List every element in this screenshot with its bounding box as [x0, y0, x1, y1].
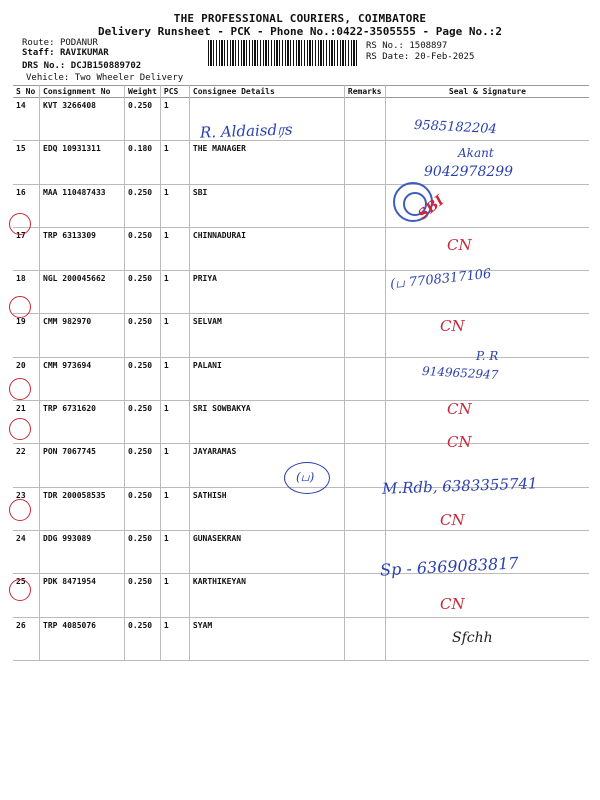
col-pcs: PCS: [160, 86, 189, 98]
row-remarks: [344, 98, 385, 141]
row-remarks: [344, 487, 385, 530]
table-row: [13, 184, 589, 227]
table-row: [13, 227, 589, 270]
row-sno: 26: [13, 617, 40, 660]
row-consignment: TRP 6313309: [40, 227, 125, 270]
document-subtitle: Delivery Runsheet - PCK - Phone No.:0422-3505555 - Page No.:2: [98, 25, 502, 38]
row-sno: 18: [13, 271, 40, 314]
handwritten-initials: P. R: [476, 349, 499, 363]
handwritten-mark: (ப): [296, 470, 315, 484]
col-sno: S No: [13, 86, 40, 98]
table-row: [13, 357, 589, 400]
table-row: [13, 617, 589, 660]
rs-date-line: RS Date: 20-Feb-2025: [366, 52, 475, 62]
handwritten-staff-signature: Sfchh: [452, 630, 493, 646]
row-signature: [385, 401, 589, 444]
row-consignment: TRP 4085076: [40, 617, 125, 660]
row-sno: 25: [13, 574, 40, 617]
row-weight: 0.250: [125, 574, 161, 617]
row-consignee: SBI: [189, 184, 344, 227]
row-remarks: [344, 444, 385, 487]
table-row: [13, 487, 589, 530]
handwritten-name: R. Aldaisdரs: [199, 120, 293, 142]
rs-date-value: 20-Feb-2025: [414, 52, 475, 62]
red-circle-mark: [9, 579, 31, 601]
row-sno: 24: [13, 530, 40, 573]
red-circle-mark: [9, 296, 31, 318]
row-consignment: MAA 110487433: [40, 184, 125, 227]
row-remarks: [344, 314, 385, 357]
row-consignee: SYAM: [189, 617, 344, 660]
col-weight: Weight: [125, 86, 161, 98]
row-weight: 0.250: [125, 184, 161, 227]
row-weight: 0.250: [125, 98, 161, 141]
row-consignment: CMM 973694: [40, 357, 125, 400]
row-sno: 21: [13, 401, 40, 444]
row-pcs: 1: [160, 184, 189, 227]
rs-no-line: RS No.: 1508897: [366, 41, 448, 51]
row-pcs: 1: [160, 98, 189, 141]
row-sno: 20: [13, 357, 40, 400]
row-sno: 22: [13, 444, 40, 487]
route-line: Route: PODANUR: [22, 38, 98, 48]
row-weight: 0.250: [125, 357, 161, 400]
handwritten-cn: CN: [447, 400, 472, 418]
table-row: [13, 271, 589, 314]
row-consignment: NGL 200045662: [40, 271, 125, 314]
row-consignee: PALANI: [189, 357, 344, 400]
row-signature: [385, 574, 589, 617]
col-consignment: Consignment No: [40, 86, 125, 98]
rs-no-value: 1508897: [409, 41, 448, 51]
row-remarks: [344, 141, 385, 184]
row-pcs: 1: [160, 401, 189, 444]
row-consignment: KVT 3266408: [40, 98, 125, 141]
staff-value: RAVIKUMAR: [59, 48, 109, 58]
row-consignee: PRIYA: [189, 271, 344, 314]
row-consignee: THE MANAGER: [189, 141, 344, 184]
row-remarks: [344, 184, 385, 227]
row-pcs: 1: [160, 617, 189, 660]
row-sno: 16: [13, 184, 40, 227]
row-weight: 0.180: [125, 141, 161, 184]
red-circle-mark: [9, 499, 31, 521]
table-row: [13, 98, 589, 141]
row-consignee: CHINNADURAI: [189, 227, 344, 270]
row-consignee: KARTHIKEYAN: [189, 574, 344, 617]
row-weight: 0.250: [125, 617, 161, 660]
handwritten-signature: Akant: [458, 146, 494, 160]
row-consignment: TDR 200058535: [40, 487, 125, 530]
row-sno: 17: [13, 227, 40, 270]
route-value: PODANUR: [59, 38, 98, 48]
handwritten-cn: CN: [440, 511, 465, 529]
handwritten-cn: CN: [447, 433, 472, 451]
row-pcs: 1: [160, 444, 189, 487]
row-remarks: [344, 574, 385, 617]
col-remarks: Remarks: [344, 86, 385, 98]
table-header-row: [13, 86, 589, 98]
row-remarks: [344, 271, 385, 314]
row-remarks: [344, 227, 385, 270]
red-circle-mark: [9, 378, 31, 400]
table-row: [13, 314, 589, 357]
document-title: THE PROFESSIONAL COURIERS, COIMBATORE: [173, 12, 427, 25]
row-consignee: SRI SOWBAKYA: [189, 401, 344, 444]
handwritten-cn: CN: [447, 236, 472, 254]
red-circle-mark: [9, 213, 31, 235]
row-weight: 0.250: [125, 487, 161, 530]
row-weight: 0.250: [125, 530, 161, 573]
handwritten-signature-phone: M.Rdb, 6383355741: [381, 474, 538, 498]
row-pcs: 1: [160, 487, 189, 530]
handwritten-phone: 9585182204: [413, 117, 498, 138]
row-pcs: 1: [160, 357, 189, 400]
row-consignment: PDK 8471954: [40, 574, 125, 617]
row-sno: 14: [13, 98, 40, 141]
handwritten-signature-phone: Sp - 6369083817: [379, 553, 519, 580]
row-consignee: JAYARAMAS: [189, 444, 344, 487]
handwritten-phone: 9149652947: [421, 364, 499, 382]
handwritten-phone: 9042978299: [424, 164, 514, 180]
barcode: [208, 40, 358, 66]
row-sno: 23: [13, 487, 40, 530]
row-pcs: 1: [160, 574, 189, 617]
row-consignment: TRP 6731620: [40, 401, 125, 444]
row-remarks: [344, 617, 385, 660]
row-weight: 0.250: [125, 227, 161, 270]
vehicle-line: Vehicle: Two Wheeler Delivery: [26, 73, 184, 83]
row-signature: [385, 227, 589, 270]
col-signature: Seal & Signature: [448, 87, 526, 96]
row-pcs: 1: [160, 530, 189, 573]
row-pcs: 1: [160, 141, 189, 184]
vehicle-value: Two Wheeler Delivery: [74, 73, 184, 83]
row-sno: 15: [13, 141, 40, 184]
drs-line: DRS No.: DCJB150889702: [22, 61, 142, 71]
staff-line: Staff: RAVIKUMAR: [22, 48, 109, 58]
row-weight: 0.250: [125, 314, 161, 357]
row-consignment: EDQ 10931311: [40, 141, 125, 184]
table-row: [13, 574, 589, 617]
col-consignee: Consignee Details: [189, 86, 344, 98]
handwritten-phone: (ப 7708317106: [389, 266, 493, 293]
red-circle-mark: [9, 418, 31, 440]
row-sno: 19: [13, 314, 40, 357]
row-consignee: GUNASEKRAN: [189, 530, 344, 573]
handwritten-cn: CN: [440, 317, 465, 335]
drs-value: DCJB150889702: [70, 61, 142, 71]
stamp-text: SBI: [415, 192, 448, 224]
row-remarks: [344, 357, 385, 400]
row-consignment: CMM 982970: [40, 314, 125, 357]
row-consignee: SATHISH: [189, 487, 344, 530]
row-remarks: [344, 401, 385, 444]
table-row: [13, 401, 589, 444]
row-weight: 0.250: [125, 444, 161, 487]
row-consignment: PON 7067745: [40, 444, 125, 487]
row-consignment: DDG 993089: [40, 530, 125, 573]
row-weight: 0.250: [125, 271, 161, 314]
row-weight: 0.250: [125, 401, 161, 444]
handwritten-cn: CN: [440, 595, 465, 613]
row-pcs: 1: [160, 314, 189, 357]
row-pcs: 1: [160, 271, 189, 314]
row-consignee: SELVAM: [189, 314, 344, 357]
row-pcs: 1: [160, 227, 189, 270]
